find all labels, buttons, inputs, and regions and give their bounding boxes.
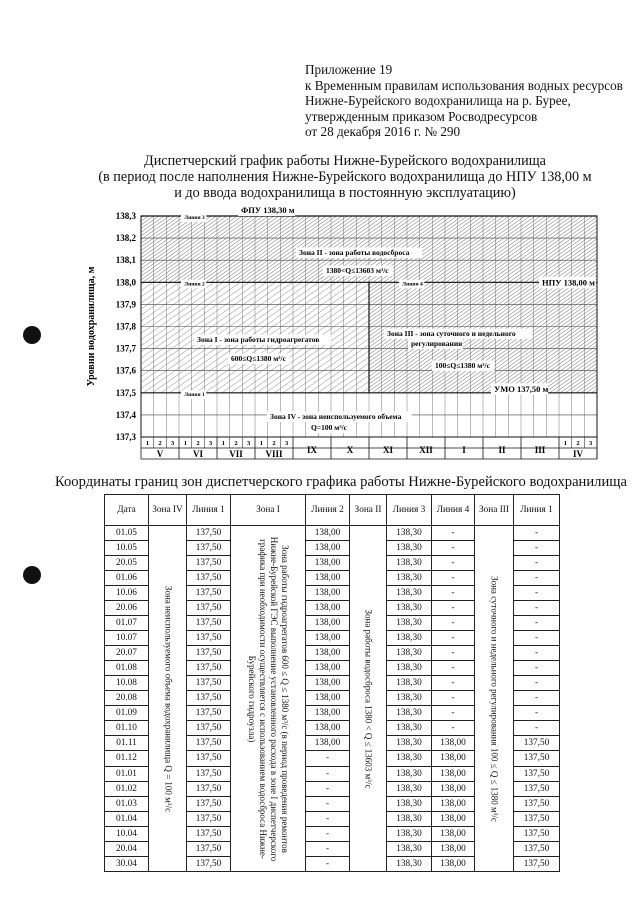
- decade-label: 2: [196, 440, 200, 447]
- line2-cell: -: [306, 841, 350, 856]
- line3-cell: 138,30: [387, 766, 432, 781]
- zone-4-name: Зона IV - зона неиспользуемого объема: [270, 412, 402, 421]
- date-cell: 20.04: [105, 841, 149, 856]
- line2-cell: 138,00: [306, 541, 350, 556]
- line1b-cell: -: [514, 646, 560, 661]
- decade-label: 3: [589, 440, 593, 447]
- line1b-cell: 137,50: [514, 796, 560, 811]
- line3-cell: 138,30: [387, 751, 432, 766]
- line1b-cell: -: [514, 676, 560, 691]
- line1-cell: 137,50: [187, 796, 231, 811]
- line2-cell: 138,00: [306, 736, 350, 751]
- line1-cell: 137,50: [187, 721, 231, 736]
- date-cell: 10.06: [105, 586, 149, 601]
- line4-cell: 138,00: [432, 841, 475, 856]
- date-cell: 10.05: [105, 541, 149, 556]
- line2-cell: 138,00: [306, 691, 350, 706]
- decade-label: 1: [183, 440, 187, 447]
- zone-3-name: Зона III - зона суточного и недельного: [387, 329, 516, 338]
- date-cell: 01.12: [105, 751, 149, 766]
- line2-cell: -: [306, 811, 350, 826]
- header-line: от 28 декабря 2016 г. № 290: [305, 124, 461, 139]
- fpu-label: ФПУ 138,30 м: [241, 205, 295, 215]
- umo-label: УМО 137,50 м: [494, 383, 549, 394]
- line1b-cell: 137,50: [514, 736, 560, 751]
- line3-cell: 138,30: [387, 796, 432, 811]
- zone-4-flow: Q=100 м³/с: [311, 423, 348, 432]
- line2-cell: -: [306, 766, 350, 781]
- line4-cell: -: [432, 631, 475, 646]
- line1-cell: 137,50: [187, 751, 231, 766]
- title-line: (в период после наполнения Нижне-Бурейского водохранилища до НПУ 138,00 м: [98, 169, 592, 185]
- line1b-cell: -: [514, 616, 560, 631]
- y-tick-label: 137,7: [115, 343, 136, 354]
- line2-cell: 138,00: [306, 586, 350, 601]
- line3-cell: 138,30: [387, 646, 432, 661]
- line1-cell: 137,50: [187, 601, 231, 616]
- line1b-cell: -: [514, 541, 560, 556]
- line3-cell: 138,30: [387, 721, 432, 736]
- col-line2: Линия 2: [306, 495, 350, 526]
- line4-cell: -: [432, 571, 475, 586]
- decade-label: 3: [285, 440, 289, 447]
- zone1-cell-text: Зона работы гидроагрегатов 600 ≤ Q ≤ 1380 м³/с (в период проведения ремонтов Нижне-Бурейской ГЭС выполнение установленного расхода в зоне I диспетчерского графика при необходимости осуществляется с использованием водосброса Нижне-Бурейского гидроузла): [247, 536, 290, 861]
- month-label: VI: [192, 449, 204, 459]
- line4-label: Линия 4: [402, 281, 423, 288]
- line1b-cell: -: [514, 526, 560, 541]
- line3-cell: 138,30: [387, 856, 432, 871]
- line2-cell: -: [306, 751, 350, 766]
- line2-cell: 138,00: [306, 676, 350, 691]
- line4-cell: -: [432, 706, 475, 721]
- zone3-cell-text: Зона суточного и недельного регулирования 100 ≤ Q ≤ 1380 м³/с: [489, 575, 500, 822]
- decade-label: 3: [209, 440, 213, 447]
- line4-cell: 138,00: [432, 856, 475, 871]
- line4-cell: 138,00: [432, 796, 475, 811]
- date-cell: 01.05: [105, 526, 149, 541]
- line3-label: Линия 3: [184, 215, 205, 221]
- zone2-cell: [350, 526, 387, 872]
- line4-cell: -: [432, 601, 475, 616]
- line4-cell: -: [432, 691, 475, 706]
- line3-cell: 138,30: [387, 826, 432, 841]
- zone-1-name: Зона I - зона работы гидроагрегатов: [197, 335, 320, 344]
- line2-cell: -: [306, 796, 350, 811]
- line3-cell: 138,30: [387, 841, 432, 856]
- line1b-cell: -: [514, 601, 560, 616]
- date-cell: 10.08: [105, 676, 149, 691]
- line1-cell: 137,50: [187, 616, 231, 631]
- zone-1-flow: 600≤Q≤1380 м³/с: [231, 354, 286, 363]
- line1-cell: 137,50: [187, 811, 231, 826]
- decade-label: 1: [145, 440, 149, 447]
- date-cell: 01.09: [105, 706, 149, 721]
- line1b-cell: -: [514, 661, 560, 676]
- line4-cell: 138,00: [432, 751, 475, 766]
- line4-cell: 138,00: [432, 766, 475, 781]
- line2-label: Линия 2: [184, 281, 205, 288]
- col-zone1: Зона I: [231, 495, 306, 526]
- line1b-cell: -: [514, 691, 560, 706]
- line4-cell: -: [432, 616, 475, 631]
- decade-label: 1: [221, 440, 225, 447]
- npu-label: НПУ 138,00 м: [542, 277, 595, 288]
- zone3-cell-wrap: [475, 526, 513, 871]
- date-cell: 01.02: [105, 781, 149, 796]
- line3-cell: 138,30: [387, 616, 432, 631]
- line1-cell: 137,50: [187, 736, 231, 751]
- month-label: VIII: [265, 449, 283, 459]
- date-cell: 20.07: [105, 646, 149, 661]
- line1b-cell: -: [514, 631, 560, 646]
- line3-cell: 138,30: [387, 541, 432, 556]
- line4-cell: 138,00: [432, 736, 475, 751]
- line1-label: Линия 1: [184, 391, 205, 398]
- col-line3: Линия 3: [387, 495, 432, 526]
- line2-cell: -: [306, 856, 350, 871]
- date-cell: 20.06: [105, 601, 149, 616]
- line2-cell: 138,00: [306, 646, 350, 661]
- zone4-cell: [149, 526, 187, 872]
- line3-cell: 138,30: [387, 691, 432, 706]
- month-label: IV: [572, 449, 584, 459]
- line4-cell: -: [432, 556, 475, 571]
- line2-cell: 138,00: [306, 571, 350, 586]
- line1b-cell: 137,50: [514, 751, 560, 766]
- line1-cell: 137,50: [187, 586, 231, 601]
- line2-cell: 138,00: [306, 601, 350, 616]
- line2-cell: 138,00: [306, 631, 350, 646]
- line1-cell: 137,50: [187, 556, 231, 571]
- line2-cell: 138,00: [306, 526, 350, 541]
- line3-cell: 138,30: [387, 526, 432, 541]
- line4-cell: -: [432, 646, 475, 661]
- line4-cell: -: [432, 541, 475, 556]
- line4-cell: -: [432, 721, 475, 736]
- line1-cell: 137,50: [187, 841, 231, 856]
- line1b-cell: 137,50: [514, 826, 560, 841]
- date-cell: 01.04: [105, 811, 149, 826]
- date-cell: 20.08: [105, 691, 149, 706]
- punch-hole-top: [23, 326, 41, 344]
- line1-cell: 137,50: [187, 766, 231, 781]
- zone1-cell-wrap: [231, 526, 305, 871]
- y-tick-label: 137,8: [115, 321, 136, 332]
- document-title: [60, 153, 630, 201]
- y-tick-label: 138,2: [115, 233, 136, 244]
- line1-cell: 137,50: [187, 541, 231, 556]
- header-line: Приложение 19: [305, 62, 393, 77]
- zone-2-name: Зона II - зона работы водосброса: [299, 248, 410, 257]
- zone-3-name-2: регулирования: [411, 339, 463, 348]
- line4-cell: -: [432, 526, 475, 541]
- line1-cell: 137,50: [187, 856, 231, 871]
- y-axis-title: Уровни водохранилища, м: [86, 266, 97, 387]
- line3-cell: 138,30: [387, 586, 432, 601]
- month-label: III: [534, 445, 546, 455]
- line1b-cell: 137,50: [514, 856, 560, 871]
- y-tick-label: 137,9: [115, 299, 136, 310]
- decade-label: 1: [259, 440, 263, 447]
- line4-cell: -: [432, 676, 475, 691]
- line1b-cell: -: [514, 571, 560, 586]
- line1-cell: 137,50: [187, 826, 231, 841]
- line1b-cell: 137,50: [514, 811, 560, 826]
- month-label: II: [498, 445, 506, 455]
- month-label: VII: [229, 449, 243, 459]
- title-line: и до ввода водохранилища в постоянную эксплуатацию): [174, 185, 516, 201]
- col-line4: Линия 4: [432, 495, 475, 526]
- decade-label: 1: [563, 440, 567, 447]
- decade-label: 3: [247, 440, 251, 447]
- line3-cell: 138,30: [387, 661, 432, 676]
- zone2-cell-text: Зона работы водосброса 1380 < Q ≤ 13603 м³/с: [363, 609, 374, 788]
- zone2-cell-wrap: [350, 526, 386, 871]
- date-cell: 01.03: [105, 796, 149, 811]
- date-cell: 01.10: [105, 721, 149, 736]
- title-line: Диспетчерский график работы Нижне-Бурейского водохранилища: [144, 153, 546, 169]
- decade-label: 2: [576, 440, 580, 447]
- month-label: XII: [419, 445, 433, 455]
- header-line: к Временным правилам использования водных ресурсов: [305, 77, 623, 93]
- col-line1: Линия 1: [187, 495, 231, 526]
- month-label: IX: [306, 445, 318, 455]
- decade-label: 2: [272, 440, 276, 447]
- col-zone2: Зона II: [350, 495, 387, 526]
- line4-cell: 138,00: [432, 826, 475, 841]
- line2-cell: 138,00: [306, 706, 350, 721]
- zone4-cell-text: Зона неиспользуемого объема водохранилища Q = 100 м³/с: [163, 585, 173, 812]
- month-label: XI: [382, 445, 394, 455]
- line3-cell: 138,30: [387, 601, 432, 616]
- line3-cell: 138,30: [387, 706, 432, 721]
- header-line: Нижне-Бурейского водохранилища на р. Бурее,: [305, 93, 571, 108]
- col-zone3: Зона III: [475, 495, 514, 526]
- line1b-cell: 137,50: [514, 766, 560, 781]
- line3-cell: 138,30: [387, 556, 432, 571]
- line2-cell: -: [306, 781, 350, 796]
- month-label: V: [156, 449, 164, 459]
- line1-cell: 137,50: [187, 571, 231, 586]
- line1-cell: 137,50: [187, 706, 231, 721]
- date-cell: 01.06: [105, 571, 149, 586]
- line3-cell: 138,30: [387, 736, 432, 751]
- zone1-cell: [231, 526, 306, 872]
- line3-cell: 138,30: [387, 781, 432, 796]
- zone4-cell-wrap: [149, 526, 186, 871]
- line1-cell: 137,50: [187, 631, 231, 646]
- date-cell: 10.07: [105, 631, 149, 646]
- line4-cell: 138,00: [432, 781, 475, 796]
- date-cell: 20.05: [105, 556, 149, 571]
- line1-cell: 137,50: [187, 661, 231, 676]
- line2-cell: 138,00: [306, 661, 350, 676]
- month-label: X: [346, 445, 354, 455]
- date-cell: 01.08: [105, 661, 149, 676]
- y-tick-label: 137,6: [115, 365, 136, 376]
- line2-cell: 138,00: [306, 721, 350, 736]
- y-tick-label: 138,3: [115, 211, 136, 221]
- zone-3-flow: 100≤Q≤1380 м³/с: [435, 361, 490, 370]
- punch-hole-bottom: [23, 566, 41, 584]
- decade-label: 3: [171, 440, 175, 447]
- line3-cell: 138,30: [387, 631, 432, 646]
- line1b-cell: 137,50: [514, 841, 560, 856]
- line3-cell: 138,30: [387, 676, 432, 691]
- y-tick-label: 137,3: [115, 432, 136, 442]
- line1-cell: 137,50: [187, 691, 231, 706]
- line1b-cell: 137,50: [514, 781, 560, 796]
- appendix-header: [305, 62, 623, 140]
- line1-cell: 137,50: [187, 781, 231, 796]
- y-tick-label: 137,5: [115, 387, 136, 398]
- line1b-cell: -: [514, 706, 560, 721]
- y-tick-label: 138,1: [115, 255, 136, 266]
- line1-cell: 137,50: [187, 526, 231, 541]
- col-line1b: Линия 1: [514, 495, 560, 526]
- decade-label: 2: [234, 440, 238, 447]
- table-header-row: [105, 495, 560, 526]
- zone3-cell: [475, 526, 514, 872]
- decade-label: 2: [158, 440, 162, 447]
- line4-cell: -: [432, 661, 475, 676]
- zone-2-flow: 1380<Q≤13603 м³/с: [326, 266, 389, 275]
- line1-cell: 137,50: [187, 646, 231, 661]
- line2-cell: 138,00: [306, 556, 350, 571]
- date-cell: 01.11: [105, 736, 149, 751]
- line3-cell: 138,30: [387, 811, 432, 826]
- coordinates-table: [104, 494, 560, 872]
- line2-cell: -: [306, 826, 350, 841]
- line4-cell: -: [432, 586, 475, 601]
- month-label: I: [462, 445, 466, 455]
- date-cell: 10.04: [105, 826, 149, 841]
- header-line: утвержденным приказом Росводресурсов: [305, 108, 538, 124]
- line1b-cell: -: [514, 556, 560, 571]
- line3-cell: 138,30: [387, 571, 432, 586]
- date-cell: 01.01: [105, 766, 149, 781]
- line1b-cell: -: [514, 721, 560, 736]
- line1b-cell: -: [514, 586, 560, 601]
- line2-cell: 138,00: [306, 616, 350, 631]
- date-cell: 30.04: [105, 856, 149, 871]
- col-zone4: Зона IV: [149, 495, 187, 526]
- table-row: [105, 526, 560, 541]
- line4-cell: 138,00: [432, 811, 475, 826]
- dispatch-chart: [80, 205, 625, 470]
- y-tick-label: 138,0: [115, 277, 136, 288]
- col-date: Дата: [105, 495, 149, 526]
- table-title: Координаты границ зон диспетчерского графика работы Нижне-Бурейского водохранилища: [55, 474, 627, 490]
- y-tick-label: 137,4: [115, 409, 136, 420]
- line1-cell: 137,50: [187, 676, 231, 691]
- date-cell: 01.07: [105, 616, 149, 631]
